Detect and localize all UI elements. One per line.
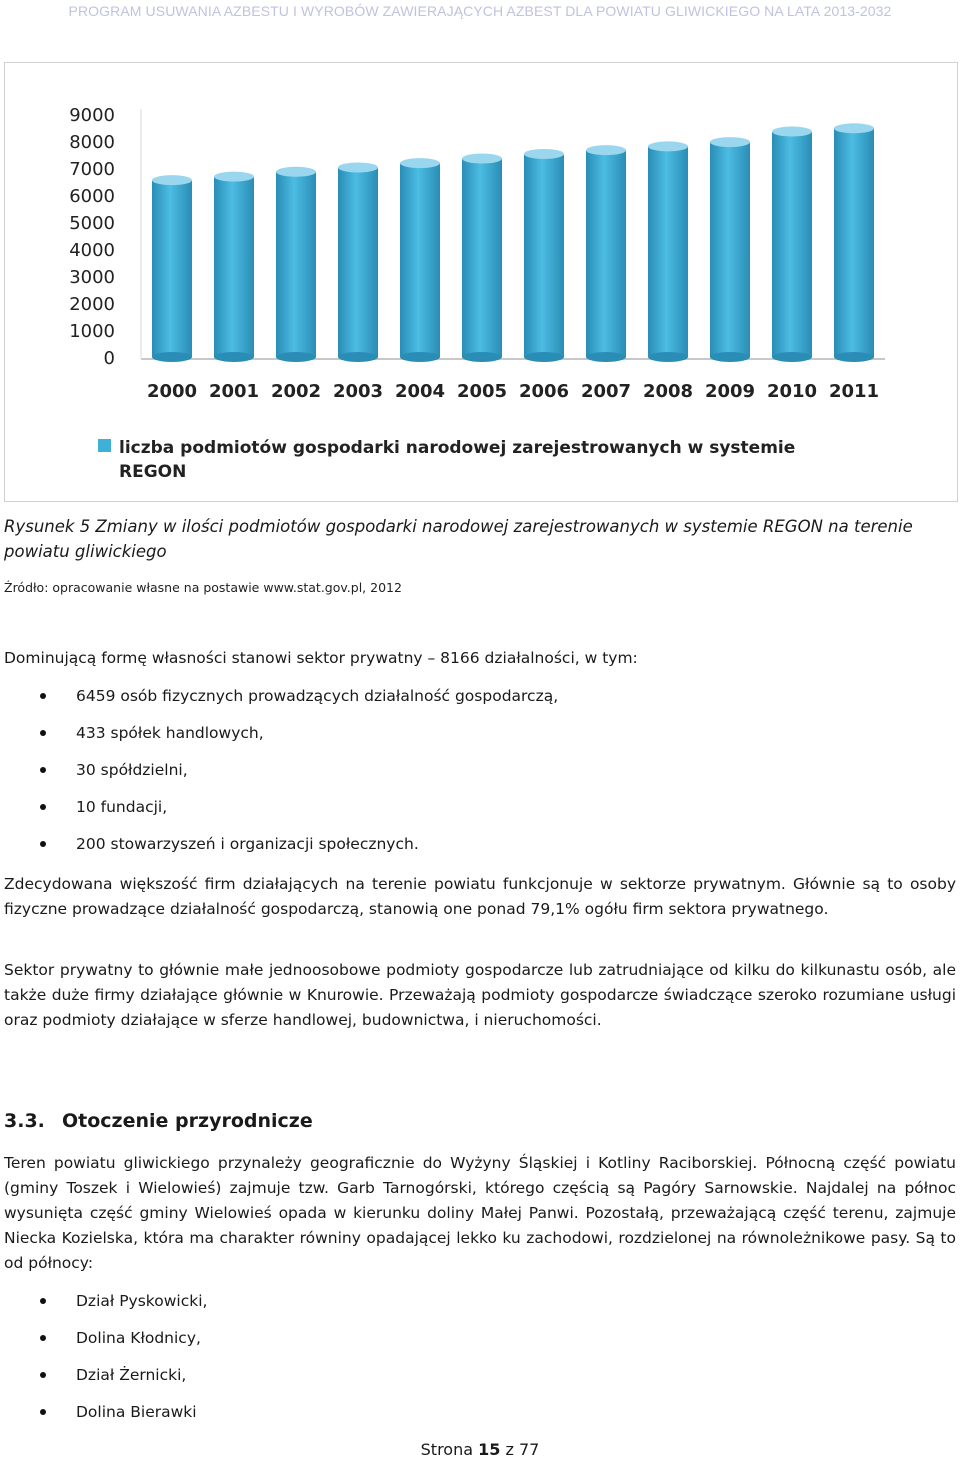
bar-body bbox=[710, 142, 750, 357]
section-number: 3.3. bbox=[4, 1110, 45, 1132]
x-tick-label: 2010 bbox=[766, 381, 818, 402]
bar-body bbox=[152, 180, 192, 357]
bar-base bbox=[648, 352, 688, 362]
bar-base bbox=[400, 352, 440, 362]
bar-2008 bbox=[648, 141, 688, 362]
bar-base bbox=[462, 352, 502, 362]
figure-source: Źródło: opracowanie własne na postawie www.stat.gov.pl, 2012 bbox=[4, 580, 402, 595]
bar-body bbox=[524, 154, 564, 357]
ownership-list-item bbox=[0, 795, 558, 832]
bar-top bbox=[338, 162, 378, 172]
bullet-icon bbox=[40, 767, 46, 773]
bar-top bbox=[524, 149, 564, 159]
ownership-list-item bbox=[0, 758, 558, 795]
bar-body bbox=[214, 177, 254, 357]
bar-top bbox=[214, 172, 254, 182]
regions-list-item-text: Dział Pyskowicki, bbox=[76, 1292, 208, 1310]
bullet-icon bbox=[40, 730, 46, 736]
bar-base bbox=[772, 352, 812, 362]
bar-top bbox=[276, 167, 316, 177]
ownership-list bbox=[0, 684, 558, 869]
bar-top bbox=[648, 141, 688, 151]
bar-base bbox=[586, 352, 626, 362]
y-tick-label: 9000 bbox=[69, 105, 115, 126]
chart-svg bbox=[5, 63, 957, 501]
bar-2001 bbox=[214, 172, 254, 362]
regon-bar-chart bbox=[4, 62, 958, 502]
y-tick-label: 4000 bbox=[69, 240, 115, 261]
y-tick-label: 6000 bbox=[69, 186, 115, 207]
bullet-icon bbox=[40, 1298, 46, 1304]
x-tick-label: 2004 bbox=[394, 381, 446, 402]
x-tick-label: 2003 bbox=[332, 381, 384, 402]
legend-label-line-2: REGON bbox=[119, 462, 187, 482]
bar-body bbox=[772, 132, 812, 357]
y-tick-label: 0 bbox=[103, 348, 115, 369]
bar-2002 bbox=[276, 167, 316, 362]
paragraph-sector-structure: Sektor prywatny to głównie małe jednoosobowe podmioty gospodarcze lub zatrudniające od kilku do kilkunastu osób, ale także duże firmy działające głównie w Knurowie. Przeważają podmioty gospodarcze świadczące szeroko rozumiane usługi oraz podmioty działające w sferze handlowej, budownictwa, i nieruchomości. bbox=[4, 961, 956, 1029]
legend-label-line-1: liczba podmiotów gospodarki narodowej zarejestrowanych w systemie bbox=[119, 438, 796, 458]
x-tick-label: 2011 bbox=[828, 381, 880, 402]
bar-2005 bbox=[462, 154, 502, 362]
page-footer bbox=[0, 1440, 960, 1459]
regions-list-item bbox=[0, 1289, 207, 1326]
y-tick-label: 8000 bbox=[69, 132, 115, 153]
bullet-icon bbox=[40, 1372, 46, 1378]
paragraph-private-sector: Zdecydowana większość firm działających na terenie powiatu funkcjonuje w sektorze prywatnym. Głównie są to osoby fizyczne prowadzące działalność gospodarczą, stanowią one ponad 79,1% ogółu firm sektora prywatnego. bbox=[4, 875, 956, 918]
bullet-icon bbox=[40, 693, 46, 699]
bullet-icon bbox=[40, 841, 46, 847]
regions-list-item-text: Dolina Bierawki bbox=[76, 1403, 197, 1421]
bullet-icon bbox=[40, 804, 46, 810]
section-title: Otoczenie przyrodnicze bbox=[62, 1110, 313, 1132]
bar-2010 bbox=[772, 127, 812, 362]
y-tick-label: 1000 bbox=[69, 321, 115, 342]
bar-base bbox=[214, 352, 254, 362]
bar-2007 bbox=[586, 145, 626, 362]
footer-page-number: 15 bbox=[478, 1440, 501, 1459]
bar-top bbox=[462, 154, 502, 164]
legend-swatch bbox=[98, 439, 111, 452]
y-tick-label: 2000 bbox=[69, 294, 115, 315]
bar-2004 bbox=[400, 158, 440, 362]
x-tick-label: 2009 bbox=[704, 381, 756, 402]
bar-body bbox=[276, 172, 316, 357]
bar-body bbox=[338, 167, 378, 357]
y-tick-label: 5000 bbox=[69, 213, 115, 234]
bar-base bbox=[710, 352, 750, 362]
bar-2000 bbox=[152, 175, 192, 362]
bar-base bbox=[276, 352, 316, 362]
ownership-list-item-text: 10 fundacji, bbox=[76, 798, 168, 816]
section-heading bbox=[4, 1110, 313, 1132]
bar-base bbox=[338, 352, 378, 362]
bar-2006 bbox=[524, 149, 564, 362]
ownership-list-item-text: 6459 osób fizycznych prowadzących działalność gospodarczą, bbox=[76, 687, 559, 705]
regions-list-item-text: Dział Żernicki, bbox=[76, 1366, 187, 1384]
regions-list-item bbox=[0, 1400, 207, 1437]
x-tick-label: 2007 bbox=[580, 381, 632, 402]
x-tick-label: 2002 bbox=[270, 381, 322, 402]
regions-list-item bbox=[0, 1326, 207, 1363]
bar-base bbox=[152, 352, 192, 362]
ownership-list-item-text: 433 spółek handlowych, bbox=[76, 724, 264, 742]
figure-caption bbox=[4, 514, 944, 564]
bar-top bbox=[772, 127, 812, 137]
y-tick-label: 7000 bbox=[69, 159, 115, 180]
x-tick-label: 2005 bbox=[456, 381, 508, 402]
bar-top bbox=[710, 137, 750, 147]
footer-total-pages: 77 bbox=[518, 1440, 540, 1459]
bar-2003 bbox=[338, 162, 378, 362]
bar-body bbox=[462, 159, 502, 357]
regions-list-item bbox=[0, 1363, 207, 1400]
bullet-icon bbox=[40, 1409, 46, 1415]
bar-base bbox=[524, 352, 564, 362]
bullet-icon bbox=[40, 1335, 46, 1341]
y-tick-label: 3000 bbox=[69, 267, 115, 288]
x-tick-label: 2008 bbox=[642, 381, 694, 402]
bar-top bbox=[586, 145, 626, 155]
running-header: PROGRAM USUWANIA AZBESTU I WYROBÓW ZAWIERAJĄCYCH AZBEST DLA POWIATU GLIWICKIEGO NA LATA 2013-2032 bbox=[68, 3, 892, 19]
paragraph-geography: Teren powiatu gliwickiego przynależy geograficznie do Wyżyny Śląskiej i Kotliny Raciborskiej. Północną część powiatu (gminy Toszek i Wielowieś) zajmuje tzw. Garb Tarnogórski, którego częścią są Pagóry Sarnowskie. Najdalej na północ wysunięta część gminy Wielowieś opada w kierunku doliny Małej Panwi. Pozostałą, przeważającą część terenu, zajmuje Niecka Kozielska, która ma charakter równiny opadającej lekko ku zachodowi, rozdzielonej na równoleżnikowe pasy. Są to od północy: bbox=[4, 1154, 956, 1272]
bar-top bbox=[834, 123, 874, 133]
ownership-list-item-text: 30 spółdzielni, bbox=[76, 761, 188, 779]
bar-2009 bbox=[710, 137, 750, 362]
ownership-list-item-text: 200 stowarzyszeń i organizacji społecznych. bbox=[76, 835, 419, 853]
bar-body bbox=[834, 128, 874, 357]
ownership-list-item bbox=[0, 832, 558, 869]
caption-line-2: powiatu gliwickiego bbox=[4, 542, 167, 561]
footer-mid: z bbox=[505, 1440, 514, 1459]
x-tick-label: 2001 bbox=[208, 381, 260, 402]
x-tick-label: 2006 bbox=[518, 381, 570, 402]
bar-body bbox=[648, 146, 688, 357]
caption-line-1: Rysunek 5 Zmiany w ilości podmiotów gospodarki narodowej zarejestrowanych w systemie REGON na terenie bbox=[4, 517, 913, 536]
footer-prefix: Strona bbox=[420, 1440, 474, 1459]
bar-top bbox=[152, 175, 192, 185]
ownership-list-item bbox=[0, 721, 558, 758]
ownership-list-item bbox=[0, 684, 558, 721]
bar-top bbox=[400, 158, 440, 168]
bar-body bbox=[400, 163, 440, 357]
bar-body bbox=[586, 150, 626, 357]
intro-paragraph: Dominującą formę własności stanowi sektor prywatny – 8166 działalności, w tym: bbox=[4, 649, 638, 667]
x-tick-label: 2000 bbox=[146, 381, 198, 402]
regions-list bbox=[0, 1289, 207, 1437]
bar-base bbox=[834, 352, 874, 362]
bar-2011 bbox=[834, 123, 874, 362]
regions-list-item-text: Dolina Kłodnicy, bbox=[76, 1329, 201, 1347]
